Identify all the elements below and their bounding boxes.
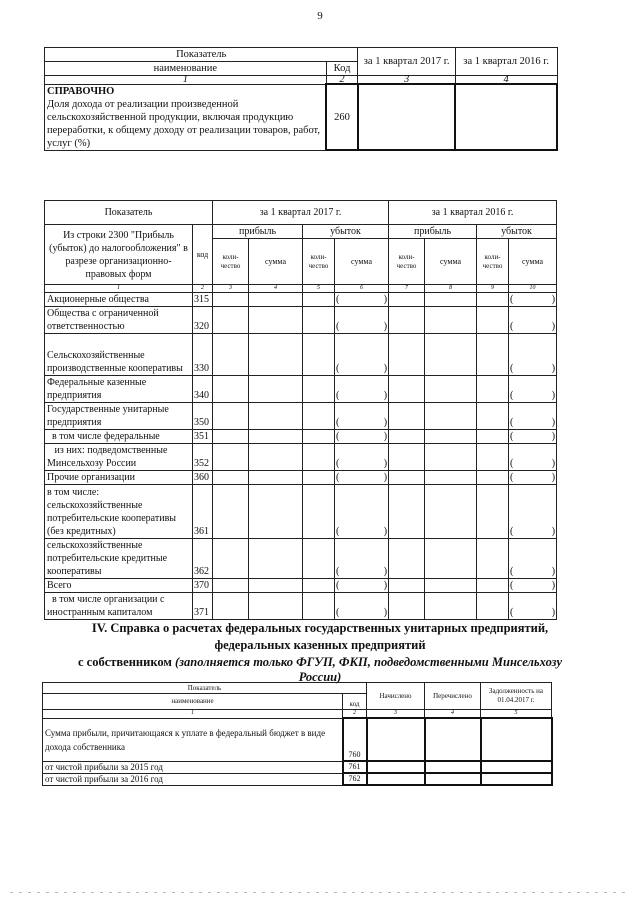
value-sum-loss-2017[interactable]: [335, 376, 389, 403]
section4-title-line3: [40, 654, 600, 670]
reference-text: Доля дохода от реализации произведенной сельскохозяйственной продукции, включая продукцию переработки, к общему доходу от реализации товаров, работ, услуг (%): [47, 98, 320, 149]
header-code: код: [343, 694, 367, 710]
row-name: Всего: [45, 579, 193, 593]
header-quantity: коли-чество: [213, 239, 249, 285]
header-sum: сумма: [335, 239, 389, 285]
value-qty-loss-2017[interactable]: [303, 293, 335, 307]
row-code: 315: [193, 293, 213, 307]
value-sum-profit-2016[interactable]: [425, 471, 477, 485]
value-qty-loss-2016[interactable]: [477, 579, 509, 593]
header-sum: сумма: [249, 239, 303, 285]
header-loss-2016: убыток: [477, 225, 557, 239]
value-sum-profit-2017[interactable]: [249, 593, 303, 620]
value-sum-loss-2016[interactable]: [509, 471, 557, 485]
paren-close: ): [551, 526, 556, 537]
paren-open: (: [336, 566, 340, 577]
paren-open: (: [510, 566, 514, 577]
paren-open: (: [510, 526, 514, 537]
table-row: [45, 430, 557, 444]
value-qty-loss-2016[interactable]: [477, 539, 509, 579]
paren-close: ): [551, 294, 556, 305]
index-cell: 6: [335, 285, 389, 293]
value-qty-loss-2016[interactable]: [477, 471, 509, 485]
value-qty-loss-2017[interactable]: [303, 334, 335, 376]
value-qty-profit-2016[interactable]: [389, 579, 425, 593]
row-name: в том числе: сельскохозяйственные потребительские кооперативы (без кредитных): [45, 485, 193, 539]
value-qty-loss-2016[interactable]: [477, 334, 509, 376]
table-row: [45, 444, 557, 471]
value-qty-loss-2017[interactable]: [303, 430, 335, 444]
value-sum-profit-2017[interactable]: [249, 307, 303, 334]
table-row: [45, 84, 558, 150]
row-name: Федеральные казенные предприятия: [45, 376, 193, 403]
value-qty-loss-2016[interactable]: [477, 444, 509, 471]
paren-close: ): [551, 580, 556, 591]
header-name: наименование: [45, 62, 327, 76]
value-sum-profit-2017[interactable]: [249, 293, 303, 307]
index-cell: 4: [455, 76, 557, 85]
paren-open: (: [336, 363, 340, 374]
header-profit-2017: прибыль: [213, 225, 303, 239]
value-sum-loss-2017[interactable]: [335, 430, 389, 444]
value-sum-loss-2016[interactable]: [509, 334, 557, 376]
row-name: Сельскохозяйственные производственные кооперативы: [45, 334, 193, 376]
value-qty-profit-2016[interactable]: [389, 444, 425, 471]
value-qty-profit-2017[interactable]: [213, 334, 249, 376]
paren-close: ): [551, 417, 556, 428]
header-q1-2017: за 1 квартал 2017 г.: [358, 48, 455, 76]
paren-close: ): [383, 321, 388, 332]
value-sum-loss-2016[interactable]: [509, 307, 557, 334]
value-sum-profit-2017[interactable]: [249, 403, 303, 430]
value-sum-profit-2017[interactable]: [249, 485, 303, 539]
paren-open: (: [510, 458, 514, 469]
value-sum-profit-2016[interactable]: [425, 444, 477, 471]
row-code: 340: [193, 376, 213, 403]
value-qty-profit-2017[interactable]: [213, 471, 249, 485]
value-qty-profit-2017[interactable]: [213, 444, 249, 471]
value-qty-profit-2017[interactable]: [213, 539, 249, 579]
row-code: 260: [326, 84, 358, 150]
value-sum-loss-2016[interactable]: [509, 376, 557, 403]
paren-close: ): [383, 458, 388, 469]
value-qty-loss-2016[interactable]: [477, 485, 509, 539]
header-indicator: Показатель: [43, 683, 367, 694]
header-profit-2016: прибыль: [389, 225, 477, 239]
index-cell: 2: [326, 76, 358, 85]
row-name: Акционерные общества: [45, 293, 193, 307]
reference-title: СПРАВОЧНО: [47, 85, 115, 97]
paren-close: ): [551, 390, 556, 401]
paren-close: ): [383, 566, 388, 577]
value-qty-loss-2016[interactable]: [477, 430, 509, 444]
value-qty-profit-2017[interactable]: [213, 376, 249, 403]
section4-title-italic-2: России): [298, 670, 342, 684]
index-cell: 8: [425, 285, 477, 293]
value-sum-profit-2016[interactable]: [425, 376, 477, 403]
value-qty-profit-2017[interactable]: [213, 403, 249, 430]
header-transferred: Перечислено: [425, 683, 481, 710]
value-transferred[interactable]: [425, 761, 481, 773]
owner-settlements-table: [42, 682, 553, 786]
header-code: код: [193, 225, 213, 285]
value-sum-loss-2017[interactable]: [335, 485, 389, 539]
value-sum-loss-2016[interactable]: [509, 593, 557, 620]
header-period-2016: за 1 квартал 2016 г.: [389, 201, 557, 225]
row-code: 330: [193, 334, 213, 376]
paren-open: (: [510, 363, 514, 374]
value-debt[interactable]: [481, 718, 552, 761]
value-accrued[interactable]: [367, 773, 425, 785]
value-sum-profit-2017[interactable]: [249, 376, 303, 403]
value-qty-profit-2016[interactable]: [389, 334, 425, 376]
row-name: из них: подведомственные Минсельхозу России: [45, 444, 193, 471]
value-qty-loss-2017[interactable]: [303, 403, 335, 430]
paren-open: (: [510, 472, 514, 483]
paren-close: ): [383, 294, 388, 305]
paren-close: ): [551, 458, 556, 469]
value-sum-loss-2016[interactable]: [509, 539, 557, 579]
index-cell: 9: [477, 285, 509, 293]
paren-close: ): [383, 390, 388, 401]
paren-close: ): [383, 526, 388, 537]
index-cell: 2: [343, 710, 367, 719]
index-cell: 5: [481, 710, 552, 719]
value-qty-profit-2017[interactable]: [213, 579, 249, 593]
section4-title-bold: с собственником: [78, 655, 176, 669]
table-row: [43, 718, 552, 761]
paren-close: ): [551, 321, 556, 332]
header-quantity: коли-чество: [477, 239, 509, 285]
paren-close: ): [383, 363, 388, 374]
value-qty-loss-2017[interactable]: [303, 307, 335, 334]
table-row: [45, 403, 557, 430]
paren-open: (: [510, 294, 514, 305]
value-qty-profit-2016[interactable]: [389, 307, 425, 334]
value-qty-profit-2017[interactable]: [213, 485, 249, 539]
section4-title-line1: IV. Справка о расчетах федеральных государственных унитарных предприятий,: [91, 621, 549, 635]
value-qty-profit-2017[interactable]: [213, 593, 249, 620]
row-name: в том числе организации с иностранным капиталом: [45, 593, 193, 620]
paren-close: ): [383, 580, 388, 591]
paren-open: (: [336, 607, 340, 618]
value-qty-loss-2017[interactable]: [303, 593, 335, 620]
row-name: Сумма прибыли, причитающаяся к уплате в федеральный бюджет в виде дохода собственника: [43, 718, 343, 761]
row-name: сельскохозяйственные потребительские кредитные кооперативы: [45, 539, 193, 579]
paren-close: ): [551, 363, 556, 374]
value-debt[interactable]: [481, 773, 552, 785]
value-sum-profit-2017[interactable]: [249, 539, 303, 579]
index-cell: 3: [358, 76, 455, 85]
header-sum: сумма: [425, 239, 477, 285]
header-quantity: коли-чество: [303, 239, 335, 285]
value-qty-profit-2016[interactable]: [389, 539, 425, 579]
value-qty-profit-2016[interactable]: [389, 403, 425, 430]
row-name: Государственные унитарные предприятия: [45, 403, 193, 430]
paren-close: ): [383, 431, 388, 442]
header-sum: сумма: [509, 239, 557, 285]
row-name: от чистой прибыли за 2016 год: [43, 773, 343, 785]
value-sum-loss-2017[interactable]: [335, 471, 389, 485]
paren-open: (: [336, 580, 340, 591]
value-sum-loss-2016[interactable]: [509, 444, 557, 471]
value-qty-loss-2016[interactable]: [477, 593, 509, 620]
value-sum-profit-2016[interactable]: [425, 307, 477, 334]
row-code: 370: [193, 579, 213, 593]
value-qty-profit-2016[interactable]: [389, 430, 425, 444]
paren-open: (: [336, 526, 340, 537]
header-row-description: Из строки 2300 "Прибыль (убыток) до налогообложения" в разрезе организационно-правовых форм: [45, 225, 193, 285]
value-qty-loss-2017[interactable]: [303, 471, 335, 485]
value-sum-loss-2016[interactable]: [509, 579, 557, 593]
paren-close: ): [551, 472, 556, 483]
value-sum-loss-2017[interactable]: [335, 579, 389, 593]
header-accrued: Начислено: [367, 683, 425, 710]
row-code: 371: [193, 593, 213, 620]
row-name: Общества с ограниченной ответственностью: [45, 307, 193, 334]
paren-close: ): [551, 431, 556, 442]
index-cell: 3: [213, 285, 249, 293]
row-code: 360: [193, 471, 213, 485]
paren-open: (: [510, 417, 514, 428]
table-row: [45, 376, 557, 403]
index-cell: 4: [249, 285, 303, 293]
value-qty-loss-2017[interactable]: [303, 376, 335, 403]
value-sum-profit-2016[interactable]: [425, 593, 477, 620]
row-code: 352: [193, 444, 213, 471]
paren-open: (: [336, 390, 340, 401]
table-row: [45, 293, 557, 307]
value-sum-profit-2017[interactable]: [249, 430, 303, 444]
value-sum-loss-2017[interactable]: [335, 539, 389, 579]
value-sum-loss-2016[interactable]: [509, 485, 557, 539]
header-period-2017: за 1 квартал 2017 г.: [213, 201, 389, 225]
index-cell: 1: [45, 76, 327, 85]
paren-open: (: [336, 294, 340, 305]
paren-open: (: [336, 458, 340, 469]
value-sum-loss-2017[interactable]: [335, 403, 389, 430]
value-sum-loss-2017[interactable]: [335, 293, 389, 307]
table-row: [45, 307, 557, 334]
paren-open: (: [336, 472, 340, 483]
row-code: 351: [193, 430, 213, 444]
paren-open: (: [510, 607, 514, 618]
section4-title-italic: (заполняется только ФГУП, ФКП, подведомственными Минсельхозу: [175, 655, 562, 669]
row-code: 361: [193, 485, 213, 539]
header-loss-2017: убыток: [303, 225, 389, 239]
value-qty-profit-2016[interactable]: [389, 293, 425, 307]
table-row: [45, 593, 557, 620]
value-sum-profit-2016[interactable]: [425, 485, 477, 539]
paren-open: (: [510, 580, 514, 591]
value-accrued[interactable]: [367, 718, 425, 761]
paren-close: ): [383, 607, 388, 618]
scan-artifact-line: [10, 892, 630, 893]
value-sum-profit-2016[interactable]: [425, 430, 477, 444]
row-code: 320: [193, 307, 213, 334]
value-qty-loss-2017[interactable]: [303, 485, 335, 539]
value-debt[interactable]: [481, 761, 552, 773]
value-transferred[interactable]: [425, 718, 481, 761]
table-row: [45, 485, 557, 539]
paren-open: (: [336, 321, 340, 332]
header-code: Код: [326, 62, 358, 76]
value-qty-profit-2017[interactable]: [213, 430, 249, 444]
row-name: в том числе федеральные: [45, 430, 193, 444]
paren-close: ): [551, 566, 556, 577]
value-sum-loss-2017[interactable]: [335, 334, 389, 376]
row-name: от чистой прибыли за 2015 год: [43, 761, 343, 773]
value-qty-profit-2016[interactable]: [389, 376, 425, 403]
row-code: 362: [193, 539, 213, 579]
value-qty-profit-2016[interactable]: [389, 485, 425, 539]
value-sum-profit-2016[interactable]: [425, 403, 477, 430]
index-cell: 3: [367, 710, 425, 719]
index-cell: 1: [43, 710, 343, 719]
value-qty-loss-2016[interactable]: [477, 376, 509, 403]
value-qty-loss-2016[interactable]: [477, 307, 509, 334]
index-cell: 7: [389, 285, 425, 293]
value-accrued[interactable]: [367, 761, 425, 773]
value-sum-loss-2016[interactable]: [509, 430, 557, 444]
table-row: [43, 773, 552, 785]
value-qty-profit-2016[interactable]: [389, 471, 425, 485]
value-qty-profit-2017[interactable]: [213, 293, 249, 307]
value-sum-loss-2016[interactable]: [509, 403, 557, 430]
header-name: наименование: [43, 694, 343, 710]
value-qty-loss-2016[interactable]: [477, 403, 509, 430]
value-qty-loss-2016[interactable]: [477, 293, 509, 307]
table-row: [45, 539, 557, 579]
index-cell: 1: [45, 285, 193, 293]
value-sum-loss-2017[interactable]: [335, 444, 389, 471]
value-transferred[interactable]: [425, 773, 481, 785]
header-indicator: Показатель: [45, 48, 358, 62]
index-cell: 4: [425, 710, 481, 719]
value-sum-loss-2017[interactable]: [335, 593, 389, 620]
section4-title-line2: федеральных казенных предприятий: [214, 638, 426, 652]
value-qty-loss-2017[interactable]: [303, 539, 335, 579]
value-sum-loss-2016[interactable]: [509, 293, 557, 307]
paren-close: ): [383, 472, 388, 483]
paren-close: ): [383, 417, 388, 428]
value-sum-profit-2016[interactable]: [425, 334, 477, 376]
header-q1-2016: за 1 квартал 2016 г.: [455, 48, 557, 76]
header-indicator: Показатель: [45, 201, 213, 225]
value-q1-2017[interactable]: [358, 84, 455, 150]
paren-close: ): [551, 607, 556, 618]
row-code: 760: [343, 718, 367, 761]
paren-open: (: [510, 390, 514, 401]
value-sum-profit-2016[interactable]: [425, 579, 477, 593]
table-row: [43, 761, 552, 773]
table-row: [45, 334, 557, 376]
paren-open: (: [510, 321, 514, 332]
row-code: 761: [343, 761, 367, 773]
paren-open: (: [510, 431, 514, 442]
index-cell: 2: [193, 285, 213, 293]
value-sum-profit-2017[interactable]: [249, 579, 303, 593]
table-row: [45, 579, 557, 593]
value-sum-loss-2017[interactable]: [335, 307, 389, 334]
index-cell: 10: [509, 285, 557, 293]
value-qty-profit-2016[interactable]: [389, 593, 425, 620]
index-cell: 5: [303, 285, 335, 293]
value-qty-loss-2017[interactable]: [303, 579, 335, 593]
row-code: 762: [343, 773, 367, 785]
value-sum-profit-2017[interactable]: [249, 334, 303, 376]
value-sum-profit-2016[interactable]: [425, 293, 477, 307]
table-row: [45, 471, 557, 485]
profit-by-legal-form-table: [44, 200, 557, 620]
value-q1-2016[interactable]: [455, 84, 557, 150]
row-name: Прочие организации: [45, 471, 193, 485]
value-qty-loss-2017[interactable]: [303, 444, 335, 471]
reference-share-table: [44, 47, 558, 151]
value-sum-profit-2016[interactable]: [425, 539, 477, 579]
value-sum-profit-2017[interactable]: [249, 471, 303, 485]
paren-open: (: [336, 417, 340, 428]
row-description: [45, 84, 327, 150]
page-number: 9: [317, 10, 323, 22]
header-quantity: коли-чество: [389, 239, 425, 285]
value-sum-profit-2017[interactable]: [249, 444, 303, 471]
row-code: 350: [193, 403, 213, 430]
value-qty-profit-2017[interactable]: [213, 307, 249, 334]
paren-open: (: [336, 431, 340, 442]
header-debt: Задолженность на 01.04.2017 г.: [481, 683, 552, 710]
